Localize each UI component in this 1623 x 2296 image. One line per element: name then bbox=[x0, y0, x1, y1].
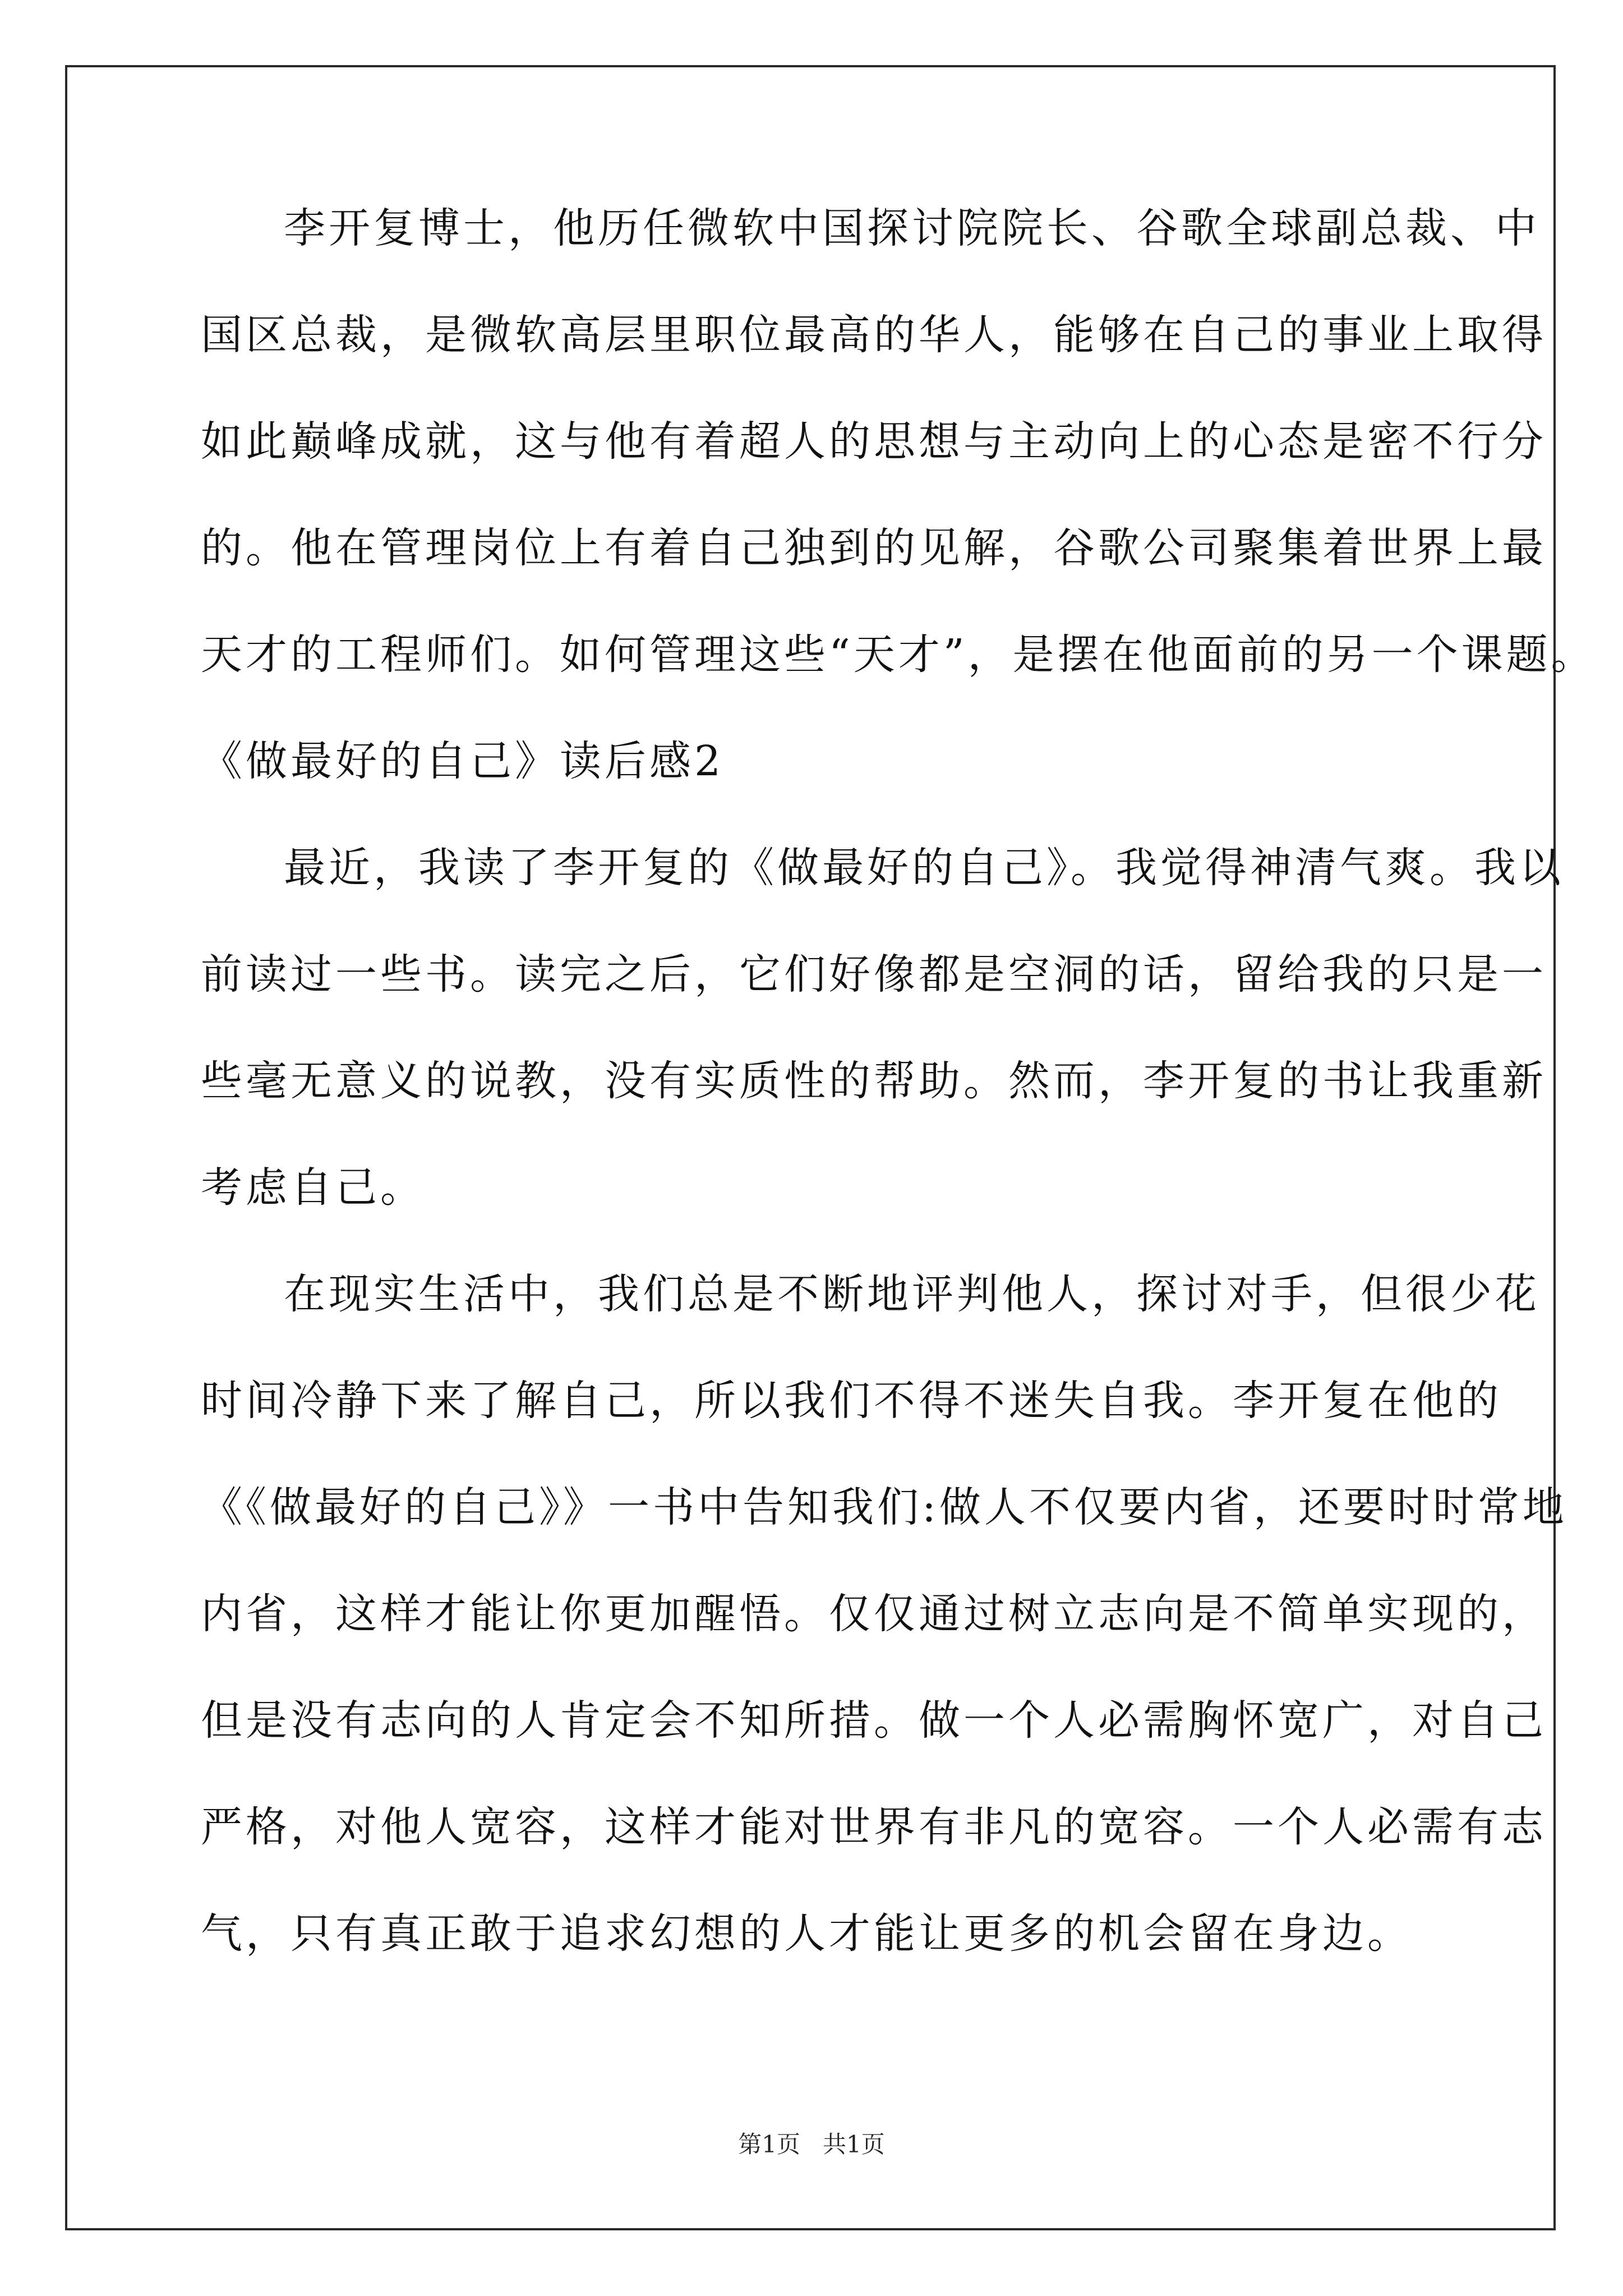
paragraph-3-line-4: 内省，这样才能让你更加醒悟。仅仅通过树立志向是不简单实现的， bbox=[201, 1590, 1547, 1638]
paragraph-3-line-3: 《《做最好的自己》》一书中告知我们:做人不仅要内省，还要时时常地 bbox=[201, 1483, 1567, 1531]
document-body bbox=[201, 204, 1596, 2019]
paragraph-2-line-3: 些毫无意义的说教，没有实质性的帮助。然而，李开复的书让我重新 bbox=[201, 1057, 1547, 1105]
paragraph-3-line-1: 在现实生活中，我们总是不断地评判他人，探讨对手，但很少花 bbox=[284, 1270, 1540, 1318]
page-number: 第1页 共1页 bbox=[738, 2131, 885, 2158]
paragraph-3-line-7: 气，只有真正敢于追求幻想的人才能让更多的机会留在身边。 bbox=[201, 1910, 1412, 1958]
paragraph-1-line-3: 如此巅峰成就，这与他有着超人的思想与主动向上的心态是密不行分 bbox=[201, 417, 1547, 466]
paragraph-1-line-5: 天才的工程师们。如何管理这些“天才”，是摆在他面前的另一个课题。 bbox=[201, 631, 1596, 679]
paragraph-2-line-2: 前读过一些书。读完之后，它们好像都是空洞的话，留给我的只是一 bbox=[201, 950, 1547, 999]
paragraph-1-line-4: 的。他在管理岗位上有着自己独到的见解，谷歌公司聚集着世界上最 bbox=[201, 524, 1547, 572]
paragraph-3-line-5: 但是没有志向的人肯定会不知所措。做一个人必需胸怀宽广，对自己 bbox=[201, 1696, 1547, 1745]
paragraph-2-line-4: 考虑自己。 bbox=[201, 1163, 425, 1212]
section-heading: 《做最好的自己》读后感2 bbox=[201, 737, 725, 785]
paragraph-1-line-2: 国区总裁，是微软高层里职位最高的华人，能够在自己的事业上取得 bbox=[201, 311, 1547, 359]
paragraph-3-line-2: 时间冷静下来了解自己，所以我们不得不迷失自我。李开复在他的 bbox=[201, 1377, 1502, 1425]
paragraph-2-line-1: 最近，我读了李开复的《做最好的自己》。我觉得神清气爽。我以 bbox=[284, 844, 1564, 892]
paragraph-1-line-1: 李开复博士，他历任微软中国探讨院院长、谷歌全球副总裁、中 bbox=[284, 204, 1540, 252]
paragraph-3-line-6: 严格，对他人宽容，这样才能对世界有非凡的宽容。一个人必需有志 bbox=[201, 1803, 1547, 1851]
